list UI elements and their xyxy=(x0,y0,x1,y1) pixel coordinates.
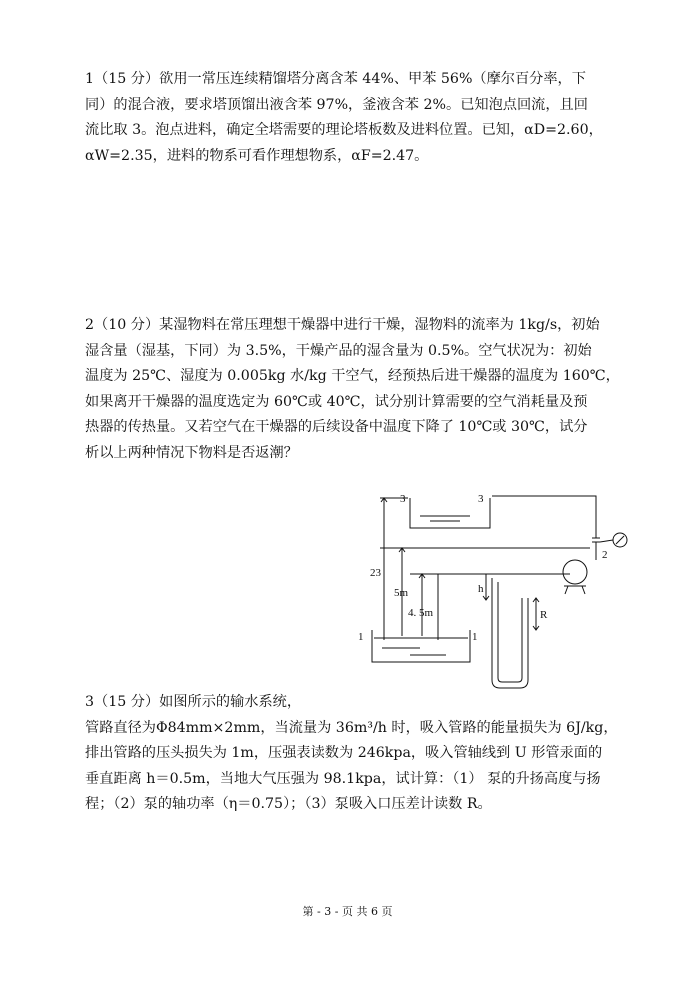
water-system-diagram xyxy=(350,490,640,690)
q1-line-3: 流比取 3。泡点进料，确定全塔需要的理论塔板数及进料位置。已知，αD=2.60， xyxy=(85,122,603,138)
q3-line-5: 程；（2）泵的轴功率（η＝0.75）；（3）泵吸入口压差计读数 R。 xyxy=(85,796,492,812)
q1-line-2: 同）的混合液，要求塔顶馏出液含苯 97%，釜液含苯 2%。已知泡点回流，且回 xyxy=(85,96,588,113)
lower-tank xyxy=(372,630,470,662)
label-1-right: 1 xyxy=(472,631,478,643)
q3-line-4: 垂直距离 h＝0.5m，当地大气压强为 98.1kpa，试计算：（1） 泵的升扬高度与扬 xyxy=(85,770,601,787)
question-3 xyxy=(85,690,643,818)
question-1 xyxy=(85,67,643,169)
question-2 xyxy=(85,313,643,466)
q2-line-2: 湿含量（湿基，下同）为 3.5%，干燥产品的湿含量为 0.5%。空气状况为：初始 xyxy=(85,342,592,359)
q1-line-4: αW=2.35，进料的物系可看作理想物系，αF=2.47。 xyxy=(85,147,429,164)
label-23: 23 xyxy=(370,567,381,579)
label-5m: 5m xyxy=(394,587,409,599)
label-45m: 4. 5m xyxy=(408,607,434,619)
label-3-left: 3 xyxy=(400,493,406,505)
u-tube-manometer xyxy=(492,578,528,688)
q3-line-3: 排出管路的压头损失为 1m，压强表读数为 246kpa，吸入管轴线到 U 形管汞面的 xyxy=(85,745,603,761)
pump xyxy=(563,560,587,584)
label-3-right: 3 xyxy=(478,493,484,505)
q2-line-5: 热器的传热量。又若空气在干燥器的后续设备中温度下降了 10℃或 30℃，试分 xyxy=(85,419,588,435)
q1-line-1: 1（15 分）欲用一常压连续精馏塔分离含苯 44%、甲苯 56%（摩尔百分率，下 xyxy=(85,71,586,87)
discharge-pipe xyxy=(492,496,596,538)
q2-line-6: 析以上两种情况下物料是否返潮？ xyxy=(85,444,298,461)
label-R: R xyxy=(540,609,548,621)
page-footer: 第 - 3 - 页 共 6 页 xyxy=(302,905,393,918)
valve xyxy=(592,538,600,560)
label-1-left: 1 xyxy=(358,631,364,643)
q2-line-1: 2（10 分）某湿物料在常压理想干燥器中进行干燥，湿物料的流率为 1kg/s，初始 xyxy=(85,317,600,333)
label-h: h xyxy=(478,583,484,595)
q2-line-3: 温度为 25℃、湿度为 0.005kg 水/kg 干空气，经预热后进干燥器的温度为 160℃， xyxy=(85,368,620,384)
q2-line-4: 如果离开干燥器的温度选定为 60℃或 40℃，试分别计算需要的空气消耗量及预 xyxy=(85,393,588,410)
label-2: 2 xyxy=(602,549,608,561)
q3-line-1: 3（15 分）如图所示的输水系统， xyxy=(85,694,302,710)
q3-line-2: 管路直径为Φ84mm×2mm，当流量为 36m³/h 时，吸入管路的能量损失为 6J/kg， xyxy=(85,719,618,736)
